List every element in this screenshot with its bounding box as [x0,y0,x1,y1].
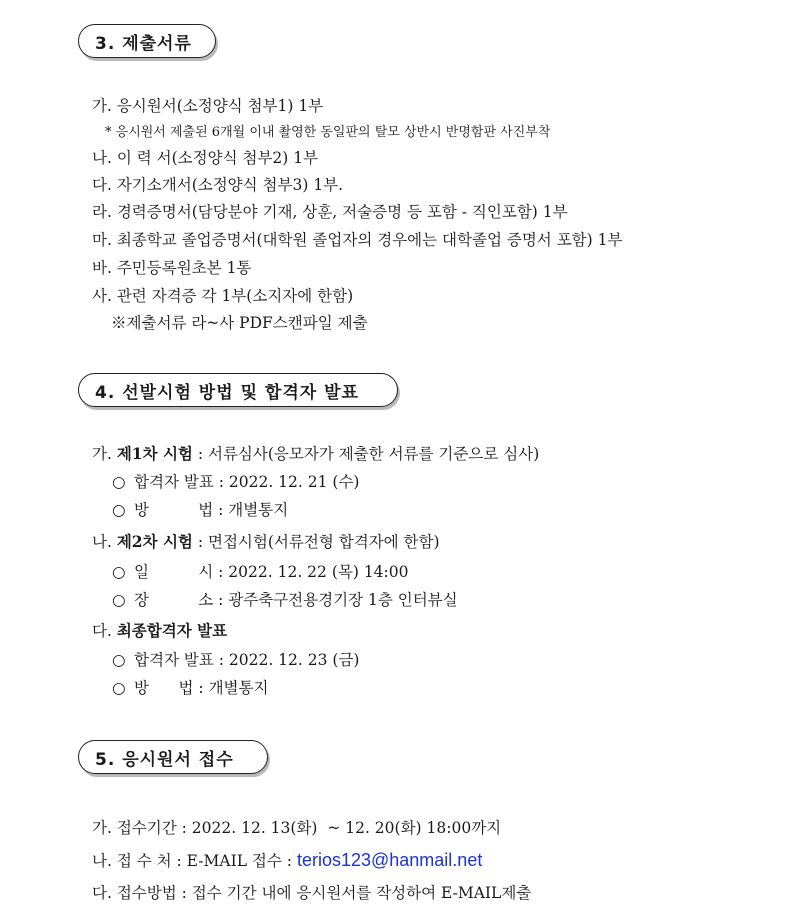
second-exam-time-text: 일 시 : 2022. 12. 22 (목) 14:00 [134,563,409,581]
doc-submission-note: ※제출서류 라~사 PDF스캔파일 제출 [111,314,368,332]
section-3-title: 3. 제출서류 [95,33,192,54]
second-exam-place-text: 장 소 : 광주축구전용경기장 1층 인터뷰실 [134,591,458,609]
bullet-icon: ○ [112,473,126,491]
doc-item-3: 다. 자기소개서(소정양식 첨부3) 1부. [92,176,344,194]
section-4-title: 4. 선발시험 방법 및 합격자 발표 [95,382,359,403]
final-result-prefix: 다. [92,622,117,640]
section-5-title: 5. 응시원서 접수 [95,749,234,770]
doc-item-1: 가. 응시원서(소정양식 첨부1) 1부 [92,97,324,115]
doc-item-5: 마. 최종학교 졸업증명서(대학원 졸업자의 경우에는 대학졸업 증명서 포함) 1부 [92,231,623,249]
section-5-heading [78,740,268,774]
email-link[interactable]: terios123@hanmail.net [296,850,483,870]
final-result-announce [112,650,359,670]
final-result-announce-text: 합격자 발표 : 2022. 12. 23 (금) [134,651,360,669]
second-exam-prefix: 나. [92,533,117,551]
bullet-icon: ○ [112,563,126,581]
application-place-label: 나. 접 수 처 : E-MAIL 접수 : [92,852,297,870]
first-exam-announce [112,472,359,492]
first-exam-announce-text: 합격자 발표 : 2022. 12. 21 (수) [134,473,360,491]
first-exam-desc: : 서류심사(응모자가 제출한 서류를 기준으로 심사) [192,445,540,463]
final-result-line [92,621,227,641]
doc-item-4: 라. 경력증명서(담당분야 기재, 상훈, 저술증명 등 포함 - 직인포함) 1부 [92,203,568,221]
final-result-label: 최종합격자 발표 [116,621,228,640]
first-exam-method-text: 방 법 : 개별통지 [134,501,289,519]
application-place [92,850,482,871]
section-4-heading [78,373,398,407]
final-result-method-text: 방 법 : 개별통지 [134,679,269,697]
second-exam-desc: : 면접시험(서류전형 합격자에 한함) [192,533,440,551]
first-exam-prefix: 가. [92,445,117,463]
doc-item-2: 나. 이 력 서(소정양식 첨부2) 1부 [92,149,319,167]
doc-item-1-note: * 응시원서 제출된 6개월 이내 촬영한 동일판의 탈모 상반시 반명함판 사진부착 [105,125,551,140]
second-exam-label: 제2차 시험 [116,532,193,551]
section-3-heading [78,24,216,58]
final-result-method [112,678,268,698]
second-exam-time [112,562,408,582]
application-period: 가. 접수기간 : 2022. 12. 13(화) ~ 12. 20(화) 18:00까지 [92,819,502,837]
first-exam-method [112,500,288,520]
bullet-icon: ○ [112,679,126,697]
application-method: 다. 접수방법 : 접수 기간 내에 응시원서를 작성하여 E-MAIL제출 [92,884,532,902]
bullet-icon: ○ [112,501,126,519]
second-exam-line [92,532,440,552]
bullet-icon: ○ [112,651,126,669]
doc-item-7: 사. 관련 자격증 각 1부(소지자에 한함) [92,287,354,305]
first-exam-label: 제1차 시험 [116,444,193,463]
first-exam-line [92,444,539,464]
doc-item-6: 바. 주민등록원초본 1통 [92,259,252,277]
second-exam-place [112,590,458,610]
bullet-icon: ○ [112,591,126,609]
